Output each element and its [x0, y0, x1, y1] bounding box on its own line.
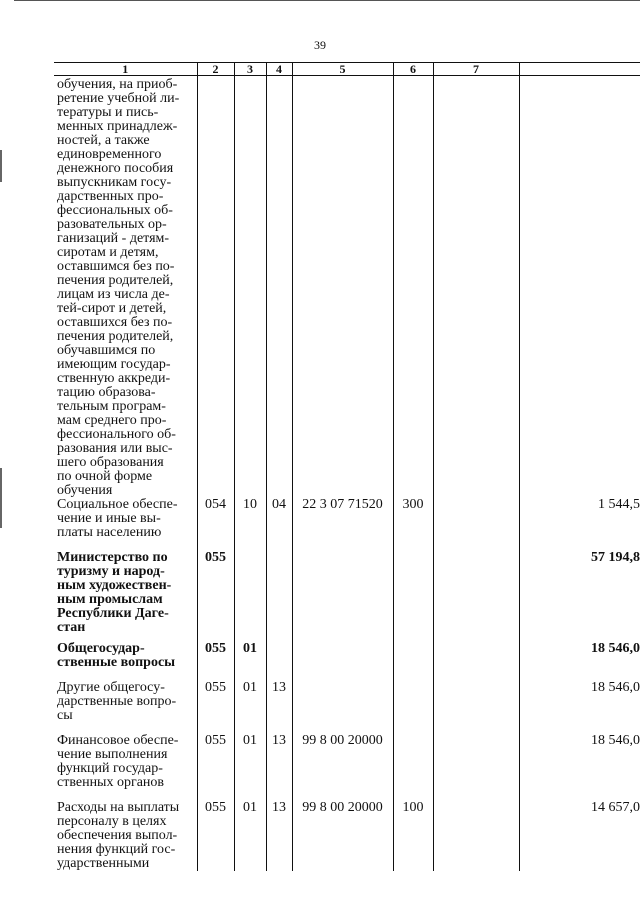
- page-number: 39: [314, 38, 326, 52]
- cell-amount: 1 544,5: [519, 498, 640, 551]
- header-cell: 7: [433, 63, 519, 76]
- cell-code: 055: [197, 801, 234, 871]
- header-row: [54, 63, 640, 76]
- budget-table: [54, 62, 640, 871]
- table-row: [54, 642, 640, 681]
- header-cell: [519, 63, 640, 76]
- cell-section: 01: [234, 734, 266, 801]
- header-cell: 3: [234, 63, 266, 76]
- cell-col7: [433, 642, 519, 681]
- cell-expense-type: 300: [393, 498, 433, 551]
- top-scan-rule: [14, 0, 640, 1]
- cell-col7: [433, 681, 519, 734]
- cell-expense-type: [393, 681, 433, 734]
- cell-section: 01: [234, 801, 266, 871]
- table-row: [54, 498, 640, 551]
- cell-code: [197, 76, 234, 499]
- cell-amount: 18 546,0: [519, 734, 640, 801]
- cell-expense-type: 100: [393, 801, 433, 871]
- cell-expense-type: [393, 76, 433, 499]
- cell-code: 055: [197, 642, 234, 681]
- header-cell: 5: [292, 63, 393, 76]
- cell-col7: [433, 498, 519, 551]
- row-name: Финансовое обеспе- чение выполнения функций государ- ственных органов: [57, 733, 179, 790]
- cell-subsection: [266, 642, 292, 681]
- cell-amount: 14 657,0: [519, 801, 640, 871]
- table-row: [54, 801, 640, 871]
- table-row: [54, 681, 640, 734]
- cell-target: [292, 681, 393, 734]
- cell-subsection: [266, 551, 292, 642]
- cell-amount: 18 546,0: [519, 681, 640, 734]
- cell-subsection: 13: [266, 681, 292, 734]
- cell-amount: 57 194,8: [519, 551, 640, 642]
- cell-col7: [433, 801, 519, 871]
- cell-amount: 18 546,0: [519, 642, 640, 681]
- cell-code: 055: [197, 551, 234, 642]
- cell-expense-type: [393, 551, 433, 642]
- cell-subsection: 13: [266, 801, 292, 871]
- header-cell: 2: [197, 63, 234, 76]
- cell-target: 99 8 00 20000: [292, 734, 393, 801]
- cell-target: [292, 642, 393, 681]
- cell-section: [234, 551, 266, 642]
- cell-col7: [433, 551, 519, 642]
- table-row: [54, 734, 640, 801]
- cell-col7: [433, 76, 519, 499]
- left-margin-mark: [0, 150, 2, 182]
- row-name: Общегосудар- ственные вопросы: [57, 641, 176, 670]
- cell-subsection: 04: [266, 498, 292, 551]
- cell-subsection: 13: [266, 734, 292, 801]
- header-cell: 4: [266, 63, 292, 76]
- cell-target: 22 3 07 71520: [292, 498, 393, 551]
- cell-amount: [519, 76, 640, 499]
- cell-section: [234, 76, 266, 499]
- cell-code: 055: [197, 681, 234, 734]
- row-name: Расходы на выплаты персоналу в целях обеспечения выпол- нения функций гос- ударственными: [57, 800, 180, 871]
- table-row: [54, 76, 640, 499]
- cell-section: 10: [234, 498, 266, 551]
- cell-expense-type: [393, 642, 433, 681]
- cell-code: 054: [197, 498, 234, 551]
- cell-code: 055: [197, 734, 234, 801]
- header-cell: 6: [393, 63, 433, 76]
- left-margin-mark: [0, 468, 2, 528]
- cell-expense-type: [393, 734, 433, 801]
- cell-section: 01: [234, 681, 266, 734]
- row-name: обучения, на приоб- ретение учебной ли- тературы и пись- менных принадлеж- ностей, а также единовременного денежного пособия выпускникам госу- дарственных про- фессиональных об- разовательных ор- ганизаций - детям- сиротам и детям, оставшимся без по- печения родителей, лицам из числа де- тей-сирот и детей, оставшихся без по- печения родителей, обучавшимся по имеющим государ- ственную аккреди- тацию образова- тельным програм- мам среднего про- фессионального об- разования или выс- шего образования по очной форме обучения: [57, 77, 180, 498]
- cell-target: [292, 76, 393, 499]
- cell-target: [292, 551, 393, 642]
- row-name: Другие общегосу- дарственные вопро- сы: [57, 680, 177, 723]
- row-name: Социальное обеспе- чение и иные вы- платы населению: [57, 497, 178, 540]
- header-cell: 1: [54, 63, 197, 76]
- table-row: [54, 551, 640, 642]
- row-name: Министерство по туризму и народ- ным художествен- ным промыслам Республики Даге- стан: [57, 550, 172, 635]
- cell-section: 01: [234, 642, 266, 681]
- cell-target: 99 8 00 20000: [292, 801, 393, 871]
- cell-subsection: [266, 76, 292, 499]
- cell-col7: [433, 734, 519, 801]
